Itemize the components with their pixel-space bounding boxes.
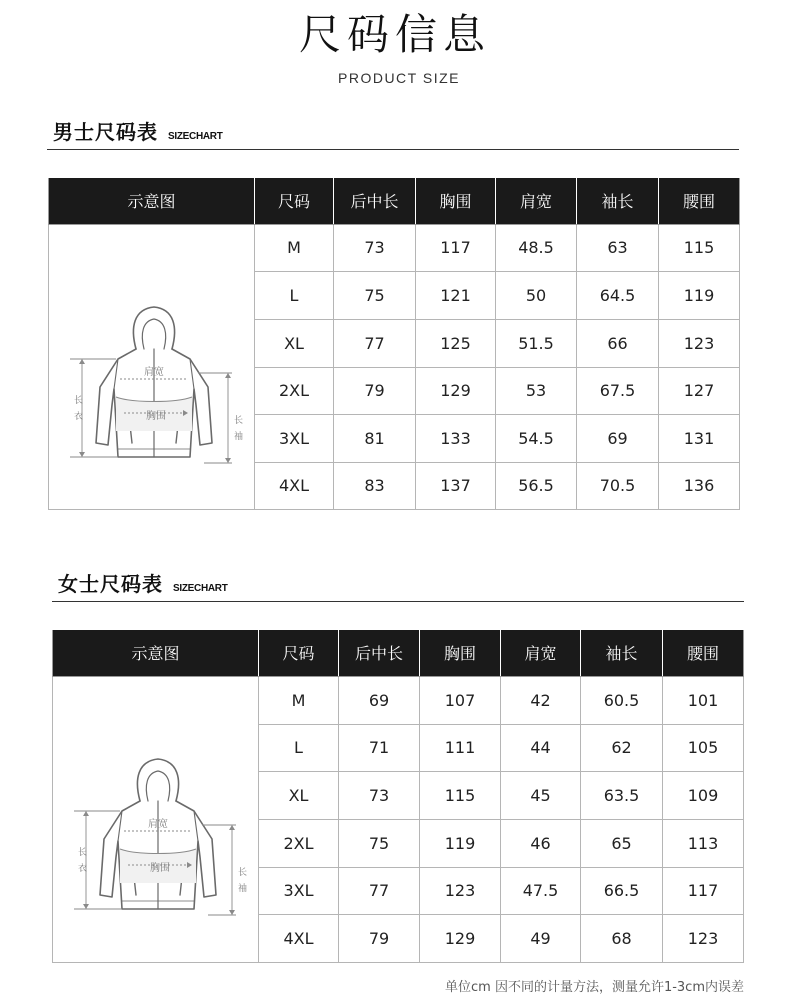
column-header-shoulder: 肩宽: [501, 630, 581, 676]
shoulder-label: 肩宽: [147, 819, 168, 830]
shoulder-cell: 44: [501, 724, 581, 771]
back-length-cell: 79: [334, 367, 416, 414]
shoulder-cell: 49: [501, 914, 581, 962]
table-row: [53, 676, 744, 724]
chest-cell: 111: [420, 724, 501, 771]
waist-cell: 136: [659, 462, 740, 509]
waist-cell: 115: [659, 224, 740, 271]
shoulder-cell: 53: [496, 367, 577, 414]
waist-cell: 109: [663, 771, 744, 819]
body-length-label: 长衣: [73, 395, 83, 422]
chest-cell: 119: [420, 819, 501, 867]
chest-cell: 133: [416, 414, 496, 462]
back-length-cell: 81: [334, 414, 416, 462]
back-length-cell: 79: [339, 914, 420, 962]
back-length-cell: 73: [339, 771, 420, 819]
shoulder-label: 肩宽: [143, 366, 164, 378]
sleeve-cell: 64.5: [577, 271, 659, 319]
waist-cell: 105: [663, 724, 744, 771]
back-length-cell: 69: [339, 676, 420, 724]
back-length-cell: 75: [339, 819, 420, 867]
jacket-illustration: [52, 267, 252, 467]
column-header-back-length: 后中长: [334, 178, 416, 224]
column-header-back-length: 后中长: [339, 630, 420, 676]
shoulder-cell: 51.5: [496, 319, 577, 367]
sleeve-cell: 67.5: [577, 367, 659, 414]
sleeve-cell: 70.5: [577, 462, 659, 509]
shoulder-cell: 47.5: [501, 867, 581, 914]
men-heading-rule: [47, 149, 739, 150]
chest-cell: 117: [416, 224, 496, 271]
chest-cell: 129: [420, 914, 501, 962]
women-jacket-diagram: [53, 676, 259, 962]
back-length-cell: 71: [339, 724, 420, 771]
shoulder-cell: 45: [501, 771, 581, 819]
sleeve-cell: 63: [577, 224, 659, 271]
size-cell: XL: [259, 771, 339, 819]
chest-cell: 121: [416, 271, 496, 319]
sleeve-cell: 68: [581, 914, 663, 962]
waist-cell: 123: [663, 914, 744, 962]
table-row: [49, 224, 740, 271]
column-header-shoulder: 肩宽: [496, 178, 577, 224]
back-length-cell: 75: [334, 271, 416, 319]
body-length-label: 长衣: [77, 848, 87, 874]
women-header-row: [53, 630, 744, 676]
size-cell: 3XL: [259, 867, 339, 914]
column-header-sleeve: 袖长: [577, 178, 659, 224]
chest-cell: 125: [416, 319, 496, 367]
size-cell: M: [255, 224, 334, 271]
women-section-heading: [58, 568, 228, 597]
waist-cell: 127: [659, 367, 740, 414]
chest-cell: 107: [420, 676, 501, 724]
sleeve-cell: 63.5: [581, 771, 663, 819]
back-length-cell: 77: [339, 867, 420, 914]
shoulder-cell: 48.5: [496, 224, 577, 271]
shoulder-cell: 46: [501, 819, 581, 867]
shoulder-cell: 56.5: [496, 462, 577, 509]
column-header-waist: 腰围: [659, 178, 740, 224]
size-cell: 4XL: [259, 914, 339, 962]
waist-cell: 123: [659, 319, 740, 367]
back-length-cell: 77: [334, 319, 416, 367]
sleeve-cell: 62: [581, 724, 663, 771]
size-cell: 2XL: [255, 367, 334, 414]
women-size-table: [52, 630, 744, 963]
women-heading-rule: [52, 601, 744, 602]
men-heading-title: 男士尺码表: [53, 120, 158, 144]
women-heading-title: 女士尺码表: [58, 572, 163, 596]
waist-cell: 101: [663, 676, 744, 724]
back-length-cell: 83: [334, 462, 416, 509]
sleeve-cell: 65: [581, 819, 663, 867]
size-cell: L: [259, 724, 339, 771]
waist-cell: 131: [659, 414, 740, 462]
shoulder-cell: 50: [496, 271, 577, 319]
waist-cell: 113: [663, 819, 744, 867]
back-length-cell: 73: [334, 224, 416, 271]
sleeve-length-label: 长袖: [237, 868, 247, 894]
measurement-note: 单位cm 因不同的计量方法，测量允许1-3cm内误差: [445, 980, 744, 995]
chest-cell: 123: [420, 867, 501, 914]
chest-cell: 115: [420, 771, 501, 819]
chest-cell: 137: [416, 462, 496, 509]
page-subtitle: PRODUCT SIZE: [338, 70, 460, 86]
column-header-chest: 胸围: [420, 630, 501, 676]
shoulder-cell: 54.5: [496, 414, 577, 462]
men-section-heading: [53, 116, 223, 145]
column-header-chest: 胸围: [416, 178, 496, 224]
sleeve-cell: 60.5: [581, 676, 663, 724]
chest-label: 胸围: [145, 410, 166, 422]
chest-cell: 129: [416, 367, 496, 414]
size-cell: M: [259, 676, 339, 724]
column-header-sleeve: 袖长: [581, 630, 663, 676]
page-title: 尺码信息: [298, 10, 491, 59]
men-jacket-diagram: [49, 224, 255, 509]
size-cell: 2XL: [259, 819, 339, 867]
sleeve-cell: 69: [577, 414, 659, 462]
men-size-table: [48, 178, 740, 510]
men-header-row: [49, 178, 740, 224]
column-header-waist: 腰围: [663, 630, 744, 676]
sleeve-cell: 66.5: [581, 867, 663, 914]
shoulder-cell: 42: [501, 676, 581, 724]
jacket-illustration: [56, 719, 256, 919]
chest-label: 胸围: [149, 863, 170, 874]
sleeve-length-label: 长袖: [233, 415, 243, 442]
column-header-diagram: 示意图: [49, 178, 255, 224]
waist-cell: 117: [663, 867, 744, 914]
column-header-size: 尺码: [259, 630, 339, 676]
waist-cell: 119: [659, 271, 740, 319]
size-cell: XL: [255, 319, 334, 367]
sleeve-cell: 66: [577, 319, 659, 367]
size-cell: 3XL: [255, 414, 334, 462]
women-heading-en: SIZECHART: [173, 583, 228, 594]
column-header-size: 尺码: [255, 178, 334, 224]
column-header-diagram: 示意图: [53, 630, 259, 676]
size-cell: 4XL: [255, 462, 334, 509]
men-heading-en: SIZECHART: [168, 131, 223, 142]
size-cell: L: [255, 271, 334, 319]
